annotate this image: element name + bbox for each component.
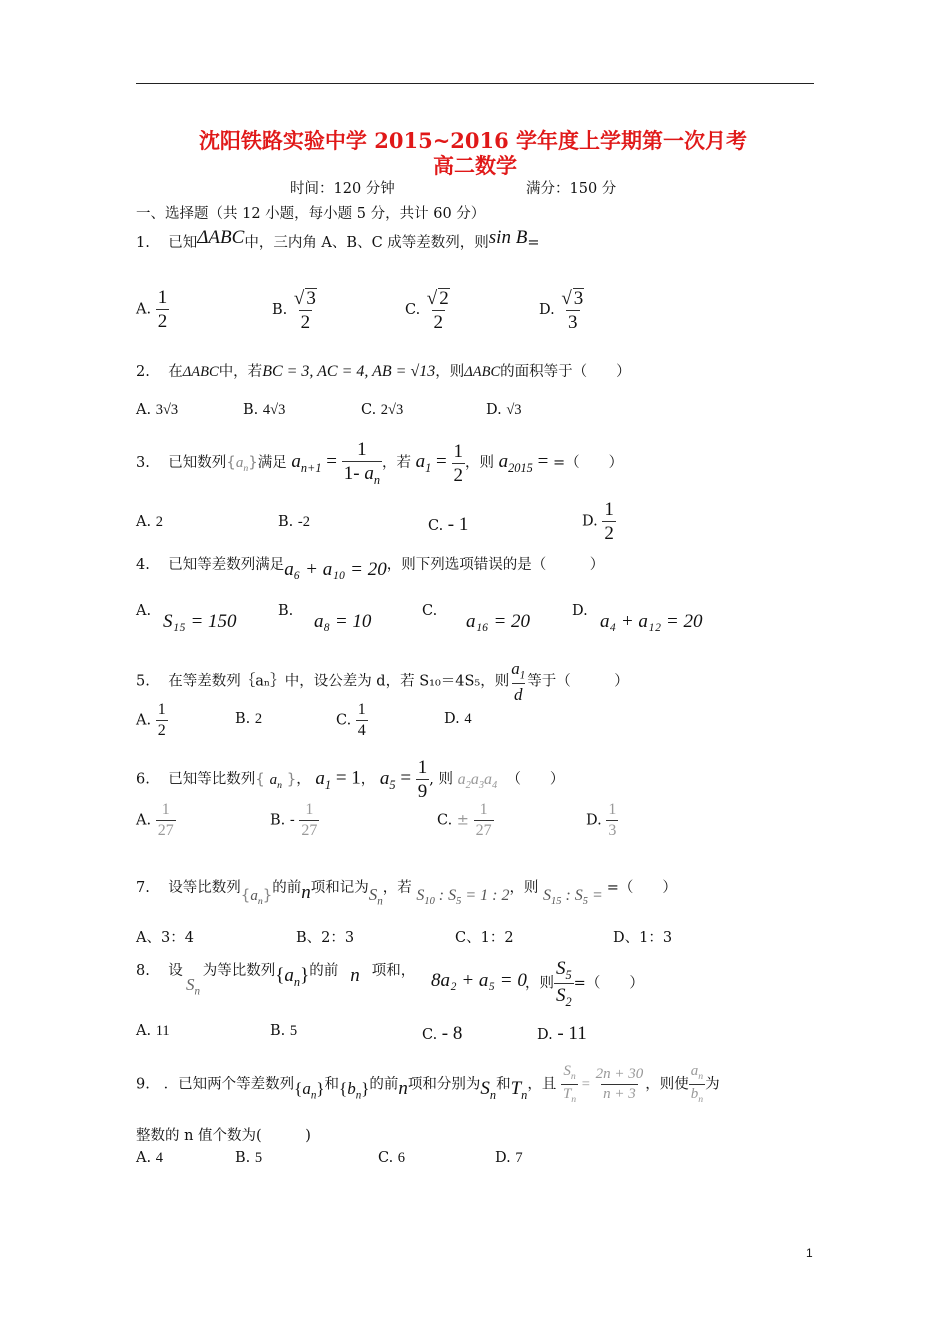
- q2-option-b: B. 4√3: [243, 402, 286, 418]
- question-1: 1. 已知ΔABC中，三内角 A、B、C 成等差数列，则sin B=: [136, 227, 540, 251]
- section-heading: 一、选择题（共 12 小题，每小题 5 分，共计 60 分）: [136, 206, 486, 222]
- q4-option-c-value: a₁₆ = 20: [466, 611, 531, 632]
- question-6: 6. 已知等比数列{ $a_n$ }， $a_1 = 1$， $a_5$ = $\frac{1}{9}$ , 则 $a_2a_3a_4$ （ ）: [136, 757, 565, 802]
- exam-title: 沈阳铁路实验中学 2015~2016 学年度上学期第一次月考: [198, 128, 748, 153]
- fraction: $\frac{1}{27}$: [475, 801, 492, 839]
- fraction: $\frac{1}{27}$: [301, 801, 318, 839]
- q1-option-d: D. $\frac{√ 3}{3}$: [539, 288, 586, 332]
- q6-option-d: D. $\frac{1}{3}$: [586, 801, 617, 839]
- q8-option-d: D. - 11: [537, 1023, 587, 1044]
- q5-option-a: A. $\frac{1}{2}$: [136, 701, 166, 739]
- q-number: 1.: [136, 235, 150, 251]
- q8-option-c: C. - 8: [422, 1023, 463, 1044]
- q4-option-d-value: a₄ + a₁₂ = 20: [600, 611, 703, 632]
- q1-option-b: B. $\frac{√ 3}{2}$: [272, 288, 319, 332]
- q4-option-a-value: S₁₅ = 150: [163, 611, 237, 632]
- fraction: $\frac{a_n}{b_n}$: [690, 1063, 704, 1105]
- q6-option-b: B. - $\frac{1}{27}$: [270, 801, 318, 839]
- sequence: $\{a_n\}$: [240, 886, 273, 907]
- q9-option-d: D. 7: [495, 1150, 523, 1166]
- fraction: $\frac{1}{4}$: [357, 701, 366, 739]
- q8-condition-tail: ，则 $\frac{S_5}{S_2}$ =（ ）: [525, 958, 644, 1009]
- question-5: 5. 在等差数列｛aₙ｝中，设公差为 d，若 S₁₀＝4S₅，则 $\frac{a_1}{d}$ 等于（ ）: [136, 659, 629, 705]
- q5-option-b: B. 2: [235, 711, 263, 727]
- q9-option-a: A. 4: [136, 1150, 163, 1166]
- question-7: 7. 设等比数列$\{a_n\}$的前n项和记为$S_n$，若 $S_{10}$ : $S_5 = 1$ : 2，则 $S_{15}$ : $S_5$ = =（ ）: [136, 880, 677, 908]
- fraction: $\frac{1}{3}$: [608, 801, 617, 839]
- q7-option-b: B、2：3: [296, 930, 355, 946]
- exam-subject: 高二数学: [433, 153, 517, 178]
- q1-option-c: C. $\frac{√ 2}{2}$: [405, 288, 452, 332]
- math: ΔABC: [197, 227, 245, 248]
- fraction: $\frac{√ 3}{2}$: [293, 288, 316, 333]
- q6-option-c: C. ± $\frac{1}{27}$: [437, 801, 492, 839]
- fraction: $\frac{1}{9}$: [417, 757, 428, 802]
- q2-option-d: D. √3: [486, 402, 522, 418]
- q4-option-b: B.: [278, 603, 294, 619]
- page-number: 1: [806, 1246, 813, 1260]
- fraction: $\frac{√ 2}{2}$: [426, 288, 449, 333]
- q4-option-a: A.: [136, 603, 152, 619]
- fraction: $\frac{1}{2}$: [157, 287, 168, 332]
- q7-option-c: C、1：2: [455, 930, 514, 946]
- sum-symbol-sn: $S_n$: [186, 975, 201, 998]
- q3-option-a: A. 2: [136, 514, 163, 530]
- header-rule: [136, 83, 814, 84]
- question-8: 8. 设 为等比数列$\{a_n\}$的前 n 项和，: [136, 963, 416, 989]
- sequence: { $a_n$ }: [255, 769, 297, 791]
- q8-option-a: A. 11: [136, 1023, 170, 1039]
- q9-option-b: B. 5: [235, 1150, 263, 1166]
- q5-option-c: C. $\frac{1}{4}$: [336, 701, 366, 739]
- time-limit: 时间：120 分钟: [290, 181, 395, 197]
- q4-option-d: D.: [572, 603, 588, 619]
- q6-option-a: A. $\frac{1}{27}$: [136, 801, 174, 839]
- q8-condition: 8a₂ + a₅ = 0: [431, 970, 527, 991]
- fraction: $\frac{√ 3}{3}$: [561, 288, 584, 333]
- full-score: 满分：150 分: [526, 181, 617, 197]
- q3-option-b: B. -2: [278, 514, 310, 530]
- fraction: $\frac{1}{2}$: [604, 499, 614, 544]
- fraction: $\frac{2n + 30}{n + 3}$: [595, 1065, 644, 1102]
- question-4: 4. 已知等差数列满足a₆ + a₁₀ = 20，则下列选项错误的是（ ）: [136, 557, 605, 580]
- q3-option-c: C. - 1: [428, 514, 469, 535]
- q4-option-b-value: a₈ = 10: [314, 611, 372, 632]
- question-9: 9. ．已知两个等差数列$\{a_n\}$和$\{b_n\}$的前n项和分别为$S_n$和$T_n$，且 $\frac{S_n}{T_n}$ = $\frac{2n + 30}{n + 3}$ ，则使 $\frac{a_n}{b_n}$ 为: [136, 1063, 720, 1105]
- fraction: $\frac{1}{2}$: [157, 701, 166, 739]
- sequence: $\{a_n\}$: [226, 453, 258, 475]
- q4-option-c: C.: [422, 603, 438, 619]
- q7-option-a: A、3：4: [136, 930, 194, 946]
- q8-option-b: B. 5: [270, 1023, 298, 1039]
- fraction: $\frac{1}{2}$: [453, 440, 464, 486]
- q1-option-a: A. $\frac{1}{2}$: [136, 287, 168, 332]
- q2-option-c: C. 2√3: [361, 402, 404, 418]
- question-9-line-2: 整数的 n 值个数为( ): [136, 1128, 311, 1144]
- fraction: $\frac{1}{1- a_n}$: [343, 439, 381, 487]
- q7-option-d: D、1：3: [613, 930, 673, 946]
- fraction: $\frac{1}{27}$: [157, 801, 174, 839]
- question-3: 3. 已知数列$\{a_n\}$满足 $a_{n+1}$ = $\frac{1}{1- a_n}$ ，若 $a_1$ = $\frac{1}{2}$ ，则 $a_{2015}$ = =（ ）: [136, 439, 624, 487]
- q2-option-a: A. 3√3: [136, 402, 179, 418]
- question-2: 2. 在ΔABC中，若BC = 3, AC = 4, AB = √13，则ΔABC的面积等于（ ）: [136, 363, 631, 380]
- math: sin B: [488, 227, 528, 248]
- q9-option-c: C. 6: [378, 1150, 406, 1166]
- fraction: $\frac{S_5}{S_2}$: [556, 958, 572, 1009]
- fraction: $\frac{S_n}{T_n}$: [562, 1063, 577, 1105]
- q5-option-d: D. 4: [444, 711, 472, 727]
- fraction: $\frac{a_1}{d}$: [511, 659, 526, 705]
- q3-option-d: D. $\frac{1}{2}$: [582, 499, 614, 544]
